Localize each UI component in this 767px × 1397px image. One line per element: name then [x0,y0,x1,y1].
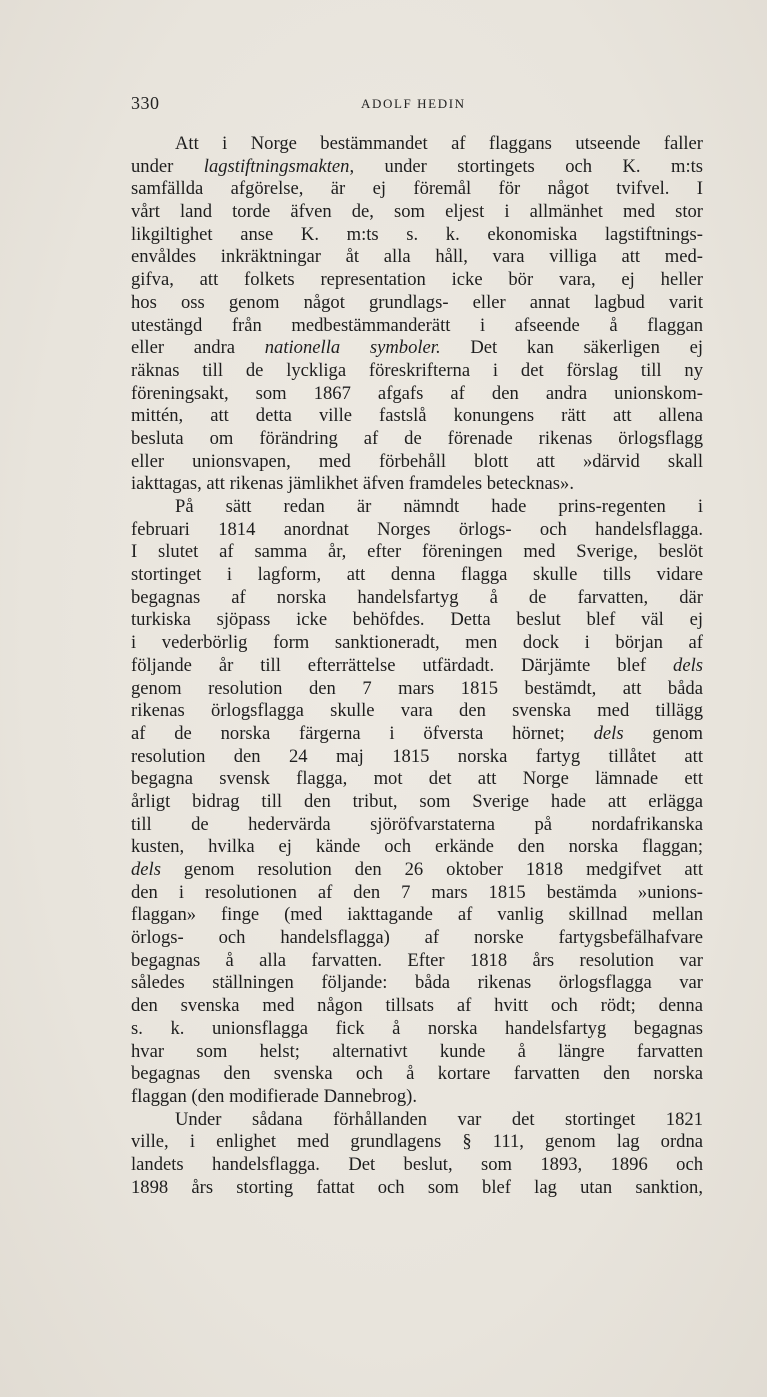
text-line: årligt bidrag till den tribut, som Sverige hade att erlägga [131,790,703,812]
text-line [131,337,703,360]
text-line [131,723,703,746]
text-line: likgiltighet anse K. m:ts s. k. ekonomiska lagstiftnings- [131,223,703,245]
text-line: 1898 års storting fattat och som blef lag utan sanktion, [131,1176,703,1198]
text-line: begagnas den svenska och å kortare farvatten den norska [131,1063,703,1085]
italic-text: nationella symboler. [264,337,441,359]
page-number: 330 [131,93,160,113]
text-line: begagnas å alla farvatten. Efter 1818 års resolution var [131,949,703,971]
italic-text: lagstiftningsmakten [203,155,350,177]
text-line: turkiska sjöpass icke behöfdes. Detta beslut blef väl ej [131,609,703,631]
text-segment: , under stortingets och K. m:ts [349,155,703,177]
running-head-author: ADOLF HEDIN [361,96,466,111]
text-segment: genom resolution den 26 oktober 1818 medgifvet att [160,859,703,880]
text-line: mittén, att detta ville fastslå konungens rätt att allena [131,405,703,427]
text-line: landets handelsflagga. Det beslut, som 1893, 1896 och [131,1153,703,1175]
running-head [131,93,703,115]
text-line: eller unionsvapen, med förbehåll blott att »därvid skall [131,450,703,472]
text-segment: Det kan säkerligen ej [440,337,703,359]
text-line: samfällda afgörelse, är ej föremål för något tvifvel. I [131,178,703,200]
text-segment: af de norska färgerna i öfversta hörnet; [131,722,594,744]
text-segment: följande år till efterrättelse utfärdadt. Därjämte blef [131,654,674,676]
text-line: rikenas örlogsflagga skulle vara den svenska med tillägg [131,700,703,722]
text-line: föreningsakt, som 1867 afgafs af den andra unionskom- [131,382,703,404]
italic-text: dels [673,654,703,676]
text-line: hvar som helst; alternativt kunde å längre farvatten [131,1040,703,1062]
text-line: vårt land torde äfven de, som eljest i allmänhet med stor [131,201,703,223]
text-line: örlogs- och handelsflagga) af norske fartygsbefälhafvare [131,927,703,949]
text-line: flaggan (den modifierade Dannebrog). [131,1085,418,1107]
text-line: räknas till de lyckliga föreskrifterna i det förslag till ny [131,359,703,381]
text-line [131,859,703,882]
text-segment: under [131,155,204,177]
text-line: besluta om förändring af de förenade rikenas örlogsflagg [131,427,703,449]
text-line: den svenska med någon tillsats af hvitt och rödt; denna [131,995,703,1017]
text-line: den i resolutionen af den 7 mars 1815 bestämda »unions- [131,881,703,903]
text-line: resolution den 24 maj 1815 norska fartyg tillåtet att [131,745,703,767]
text-line: stortinget i lagform, att denna flagga skulle tills vidare [131,564,703,586]
italic-text: dels [131,859,161,880]
text-line: På sätt redan är nämndt hade prins-regenten i [175,496,703,517]
text-line [131,156,703,179]
italic-text: dels [593,722,624,744]
text-line: begagna svensk flagga, mot det att Norge lämnade ett [131,768,703,790]
text-line: ville, i enlighet med grundlagens § 111, genom lag ordna [131,1131,703,1153]
text-line: begagnas af norska handelsfartyg å de farvatten, där [131,586,703,608]
text-line: genom resolution den 7 mars 1815 bestämdt, att båda [131,677,703,699]
text-line: I slutet af samma år, efter föreningen med Sverige, beslöt [131,541,703,563]
text-line: gifva, att folkets representation icke bör vara, ej heller [131,269,703,291]
text-line: till de hedervärda sjöröfvarstaterna på nordafrikanska [131,813,703,835]
text-segment: eller andra [131,337,265,359]
text-line: hos oss genom något grundlags- eller annat lagbud varit [131,291,703,313]
text-line: Att i Norge bestämmandet af flaggans utseende faller [175,133,703,154]
text-line: utestängd från medbestämmanderätt i afseende å flaggan [131,314,703,336]
text-line: kusten, hvilka ej kände och erkände den norska flaggan; [131,836,703,858]
text-line: Under sådana förhållanden var det stortinget 1821 [175,1108,703,1130]
text-line: s. k. unionsflagga fick å norska handelsfartyg begagnas [131,1017,703,1039]
text-line: således ställningen följande: båda rikenas örlogsflagga var [131,972,703,994]
text-line: i vederbörlig form sanktioneradt, men dock i början af [131,632,703,654]
body-text [131,133,703,1199]
text-line: februari 1814 anordnat Norges örlogs- och handelsflagga. [131,518,703,540]
text-line: envåldes inkräktningar åt alla håll, vara villiga att med- [131,246,703,268]
text-line [131,655,703,678]
text-line: flaggan» finge (med iakttagande af vanlig skillnad mellan [131,904,703,926]
text-line: iakttagas, att rikenas jämlikhet äfven framdeles betecknas». [131,473,574,495]
text-segment: genom [623,722,703,744]
